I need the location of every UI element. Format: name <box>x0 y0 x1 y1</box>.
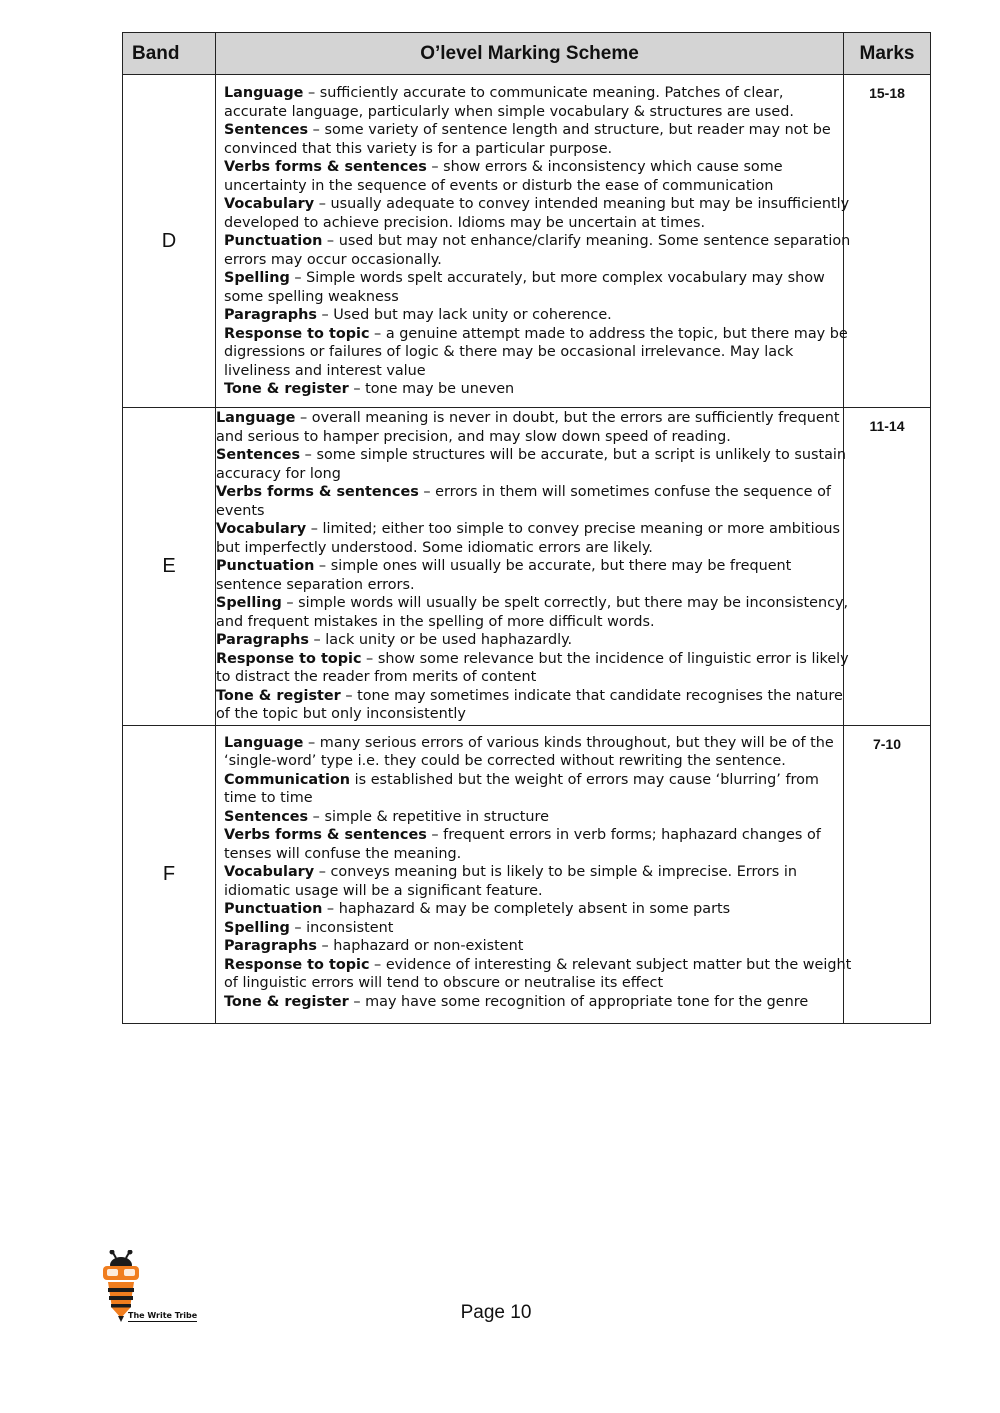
criterion-text: tenses will confuse the meaning. <box>224 845 462 862</box>
criterion-text: some spelling weakness <box>224 288 399 305</box>
criterion-line <box>216 668 839 687</box>
criterion-term: Vocabulary <box>224 864 315 880</box>
criterion-term: Paragraphs <box>216 632 309 648</box>
criterion-text: ‘single-word’ type i.e. they could be corrected without rewriting the sentence. <box>224 753 786 769</box>
criterion-line <box>224 771 839 790</box>
band-cell: F <box>123 725 216 1023</box>
criterion-line <box>216 409 839 428</box>
criterion-line <box>216 502 839 521</box>
table-row-band-e <box>123 408 931 726</box>
criterion-text: – used but may not enhance/clarify meaning. Some sentence separation <box>322 233 851 249</box>
criterion-term: Verbs forms & sentences <box>224 159 427 175</box>
criterion-line <box>216 613 839 632</box>
marks-cell: 11-14 <box>844 408 931 726</box>
criterion-line <box>224 251 839 270</box>
criterion-text: digressions or failures of logic & there may be occasional irrelevance. May lack <box>224 344 794 360</box>
criterion-term: Communication <box>224 771 351 788</box>
criterion-line <box>224 214 839 233</box>
criterion-text: – sufficiently accurate to communicate meaning. Patches of clear, <box>303 85 784 101</box>
criterion-text: – conveys meaning but is likely to be simple & imprecise. Errors in <box>314 864 797 880</box>
criterion-term: Tone & register <box>216 687 341 704</box>
criterion-line <box>224 195 850 214</box>
criterion-text: – Simple words spelt accurately, but more complex vocabulary may show <box>289 270 825 286</box>
criterion-line <box>224 919 839 938</box>
criterion-term: Paragraphs <box>224 307 317 323</box>
criterion-text: sentence separation errors. <box>216 576 415 593</box>
criterion-text: – simple & repetitive in structure <box>308 808 549 825</box>
criterion-line <box>224 121 839 140</box>
criterion-line <box>224 380 839 399</box>
criterion-text: idiomatic usage will be a significant feature. <box>224 882 543 899</box>
criterion-line <box>216 557 839 576</box>
criterion-text: – may have some recognition of appropriate tone for the genre <box>348 993 809 1010</box>
criterion-text: to distract the reader from merits of content <box>216 669 537 685</box>
criterion-text: developed to achieve precision. Idioms may be uncertain at times. <box>224 214 706 231</box>
criterion-text: uncertainty in the sequence of events or disturb the ease of communication <box>224 177 774 194</box>
criterion-term: Punctuation <box>224 901 323 917</box>
logo-caption: The Write Tribe <box>128 1311 198 1320</box>
criterion-line <box>224 882 839 901</box>
criterion-text: liveliness and interest value <box>224 362 426 379</box>
criterion-line <box>224 789 839 808</box>
criterion-line <box>216 631 839 650</box>
criterion-text: is established but the weight of errors may cause ‘blurring’ from <box>350 771 819 788</box>
criterion-line <box>216 465 839 484</box>
criterion-line <box>216 446 847 465</box>
criterion-text: – usually adequate to convey intended meaning but may be insufficiently <box>314 196 850 212</box>
criterion-text: – inconsistent <box>289 919 394 936</box>
criterion-text: – some variety of sentence length and structure, but reader may not be <box>308 122 831 138</box>
criterion-line <box>224 808 839 827</box>
criterion-text: – haphazard & may be completely absent in some parts <box>322 901 731 917</box>
criterion-term: Tone & register <box>224 381 349 397</box>
criterion-text: – simple ones will usually be accurate, but there may be frequent <box>314 558 792 574</box>
criterion-term: Vocabulary <box>216 521 307 537</box>
criterion-line <box>224 937 839 956</box>
description-cell <box>216 75 851 408</box>
criterion-text: convinced that this variety is for a particular purpose. <box>224 140 613 157</box>
criterion-line <box>216 576 839 595</box>
criterion-text: and frequent mistakes in the spelling of more difficult words. <box>216 613 655 630</box>
criterion-term: Sentences <box>224 122 309 138</box>
criterion-term: Spelling <box>224 270 290 286</box>
criterion-line <box>224 84 839 103</box>
criterion-text: – many serious errors of various kinds throughout, but they will be of the <box>303 734 834 751</box>
criterion-term: Tone & register <box>224 993 349 1010</box>
criterion-text: of linguistic errors will tend to obscure or neutralise its effect <box>224 975 664 991</box>
criterion-line <box>216 650 849 669</box>
criterion-line <box>224 956 852 975</box>
criterion-text: accuracy for long <box>216 465 341 482</box>
criterion-text: – a genuine attempt made to address the topic, but there may be <box>369 325 848 342</box>
criterion-line <box>224 269 839 288</box>
table-row-band-d <box>123 75 931 408</box>
band-cell: D <box>123 75 216 408</box>
criterion-text: – tone may be uneven <box>348 381 515 397</box>
criterion-term: Response to topic <box>216 650 362 667</box>
criterion-line <box>224 734 839 753</box>
criterion-term: Punctuation <box>224 233 323 249</box>
criterion-term: Response to topic <box>224 956 370 973</box>
criterion-term: Paragraphs <box>224 938 317 954</box>
criterion-text: – lack unity or be used haphazardly. <box>308 632 573 648</box>
criterion-text: – tone may sometimes indicate that candidate recognises the nature <box>340 687 843 704</box>
criterion-line <box>216 594 849 613</box>
criterion-text: – haphazard or non-existent <box>316 938 524 954</box>
criterion-text: time to time <box>224 790 313 806</box>
criterion-line <box>224 974 839 993</box>
criterion-line <box>224 177 839 196</box>
criterion-line <box>224 993 839 1012</box>
description-cell <box>216 408 849 726</box>
criterion-text: and serious to hamper precision, and may slow down speed of reading. <box>216 428 731 445</box>
criterion-text: accurate language, particularly when simple vocabulary & structures are used. <box>224 103 794 120</box>
criterion-term: Punctuation <box>216 558 315 574</box>
criterion-line <box>216 687 843 706</box>
criterion-term: Response to topic <box>224 325 370 342</box>
description-cell <box>216 725 852 1023</box>
criterion-text: – frequent errors in verb forms; haphazard changes of <box>426 827 821 843</box>
criterion-term: Sentences <box>216 447 301 463</box>
criterion-line <box>224 343 839 362</box>
criterion-text: – errors in them will sometimes confuse the sequence of <box>418 484 831 500</box>
criterion-text: – overall meaning is never in doubt, but the errors are sufficiently frequent <box>295 410 840 426</box>
criterion-text: but imperfectly understood. Some idiomatic errors are likely. <box>216 539 653 556</box>
criterion-line <box>224 362 839 381</box>
criterion-text: – simple words will usually be spelt correctly, but there may be inconsistency, <box>281 595 849 611</box>
criterion-text: – show errors & inconsistency which cause some <box>426 159 783 175</box>
criterion-line <box>224 140 839 159</box>
criterion-term: Vocabulary <box>224 196 315 212</box>
criterion-line <box>216 539 839 558</box>
criterion-text: events <box>216 502 265 519</box>
criterion-text: – show some relevance but the incidence of linguistic error is likely <box>361 650 849 667</box>
criterion-term: Language <box>224 85 304 101</box>
criterion-line <box>224 232 851 251</box>
criterion-line <box>224 900 839 919</box>
header-scheme: O’level Marking Scheme <box>216 33 844 75</box>
criterion-text: – evidence of interesting & relevant subject matter but the weight <box>369 956 852 973</box>
criterion-text: – Used but may lack unity or coherence. <box>316 307 612 323</box>
table-header-row <box>123 33 931 75</box>
criterion-term: Spelling <box>224 919 290 936</box>
criterion-text: of the topic but only inconsistently <box>216 706 466 722</box>
criterion-term: Sentences <box>224 808 309 825</box>
marks-cell: 15-18 <box>844 75 931 408</box>
header-marks: Marks <box>844 33 931 75</box>
criterion-term: Language <box>224 734 304 751</box>
criterion-line <box>224 845 839 864</box>
criterion-line <box>216 520 839 539</box>
page-number: Page 10 <box>460 1302 532 1323</box>
table-row-band-f <box>123 725 931 1023</box>
criterion-line <box>224 826 839 845</box>
criterion-line <box>216 705 839 724</box>
criterion-text: errors may occur occasionally. <box>224 251 442 268</box>
band-cell: E <box>123 408 216 726</box>
criterion-line <box>224 863 839 882</box>
criterion-term: Spelling <box>216 595 282 611</box>
criterion-line <box>224 158 839 177</box>
criterion-term: Language <box>216 410 296 426</box>
criterion-line <box>224 306 839 325</box>
criterion-text: – some simple structures will be accurate, but a script is unlikely to sustain <box>300 447 847 463</box>
criterion-line <box>224 325 848 344</box>
marking-scheme-table <box>122 32 931 1024</box>
criterion-line <box>224 288 839 307</box>
criterion-line <box>224 752 839 771</box>
header-band: Band <box>123 33 216 75</box>
criterion-term: Verbs forms & sentences <box>216 484 419 500</box>
marks-cell: 7-10 <box>844 725 931 1023</box>
criterion-line <box>216 483 839 502</box>
criterion-text: – limited; either too simple to convey precise meaning or more ambitious <box>306 521 840 537</box>
criterion-term: Verbs forms & sentences <box>224 827 427 843</box>
criterion-line <box>224 103 839 122</box>
criterion-line <box>216 428 839 447</box>
